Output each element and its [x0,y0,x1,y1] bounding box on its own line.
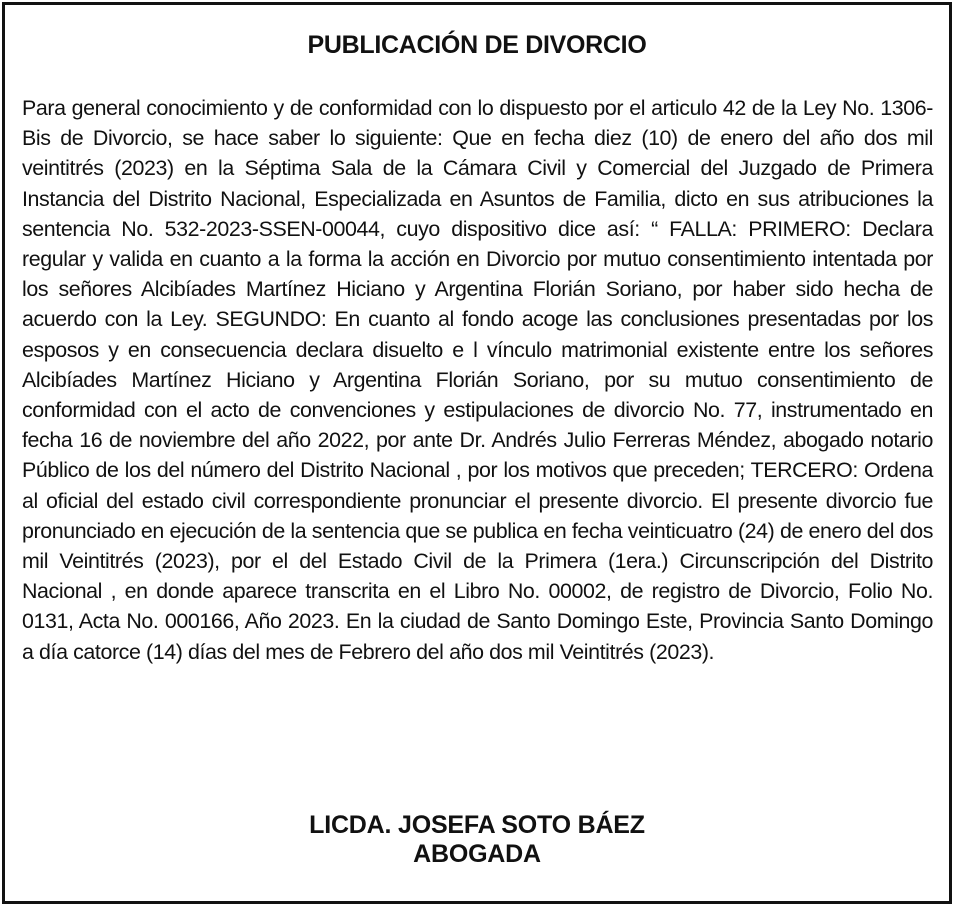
signature-block [5,811,949,869]
signature-name: LICDA. JOSEFA SOTO BÁEZ [309,811,645,839]
divorce-notice [2,2,952,904]
notice-body: Para general conocimiento y de conformidad con lo dispuesto por el articulo 42 de la Ley No. 1306-Bis de Divorcio, se hace saber lo siguiente: Que en fecha diez (10) de enero del año dos mil veintitrés (2023) en la Séptima Sala de la Cámara Civil y Comercial del Juzgado de Primera Instancia del Distrito Nacional, Especializada en Asuntos de Familia, dicto en sus atribuciones la sentencia No. 532-2023-SSEN-00044, cuyo dispositivo dice así: “ FALLA: PRIMERO: Declara regular y valida en cuanto a la forma la acción en Divorcio por mutuo consentimiento intentada por los señores Alcibíades Martínez Hiciano y Argentina Florián Soriano, por haber sido hecha de acuerdo con la Ley. SEGUNDO: En cuanto al fondo acoge las conclusiones presentadas por los esposos y en consecuencia declara disuelto e l vínculo matrimonial existente entre los señores Alcibíades Martínez Hiciano y Argentina Florián Soriano, por su mutuo consentimiento de conformidad con el acto de convenciones y estipulaciones de divorcio No. 77, instrumentado en fecha 16 de noviembre del año 2022, por ante Dr. Andrés Julio Ferreras Méndez, abogado notario Público de los del número del Distrito Nacional , por los motivos que preceden; TERCERO: Ordena al oficial del estado civil correspondiente pronunciar el presente divorcio. El presente divorcio fue pronunciado en ejecución de la sentencia que se publica en fecha veinticuatro (24) de enero del dos mil Veintitrés (2023), por el del Estado Civil de la Primera (1era.) Circunscripción del Distrito Nacional , en donde aparece transcrita en el Libro No. 00002, de registro de Divorcio, Folio No. 0131, Acta No. 000166, Año 2023. En la ciudad de Santo Domingo Este, Provincia Santo Domingo a día catorce (14) días del mes de Febrero del año dos mil Veintitrés (2023). [22,96,933,664]
signature-role: ABOGADA [413,840,541,868]
notice-title: PUBLICACIÓN DE DIVORCIO [307,31,647,59]
